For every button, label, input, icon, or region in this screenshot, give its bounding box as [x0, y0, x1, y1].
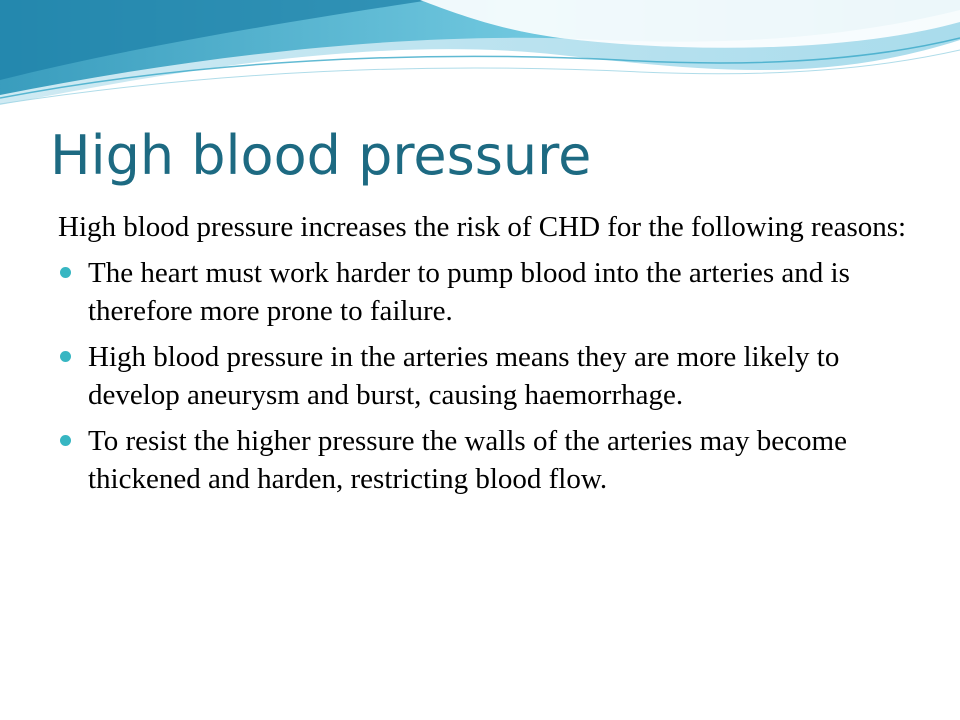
bullet-list — [58, 254, 908, 498]
header-wave-decoration — [0, 0, 960, 115]
bullet-circle-icon — [60, 435, 71, 446]
bullet-item — [58, 254, 908, 330]
bullet-text: To resist the higher pressure the walls of the arteries may become thickened and harden, restricting blood flow. — [88, 425, 847, 495]
bullet-text: The heart must work harder to pump blood into the arteries and is therefore more prone to failure. — [88, 257, 850, 327]
bullet-item — [58, 338, 908, 414]
intro-paragraph: High blood pressure increases the risk of CHD for the following reasons: — [58, 211, 907, 243]
bullet-text: High blood pressure in the arteries means they are more likely to develop aneurysm and burst, causing haemorrhage. — [88, 341, 840, 411]
bullet-circle-icon — [60, 267, 71, 278]
bullet-item — [58, 422, 908, 498]
slide-body — [58, 208, 908, 506]
bullet-circle-icon — [60, 351, 71, 362]
slide-title: High blood pressure — [50, 124, 592, 187]
